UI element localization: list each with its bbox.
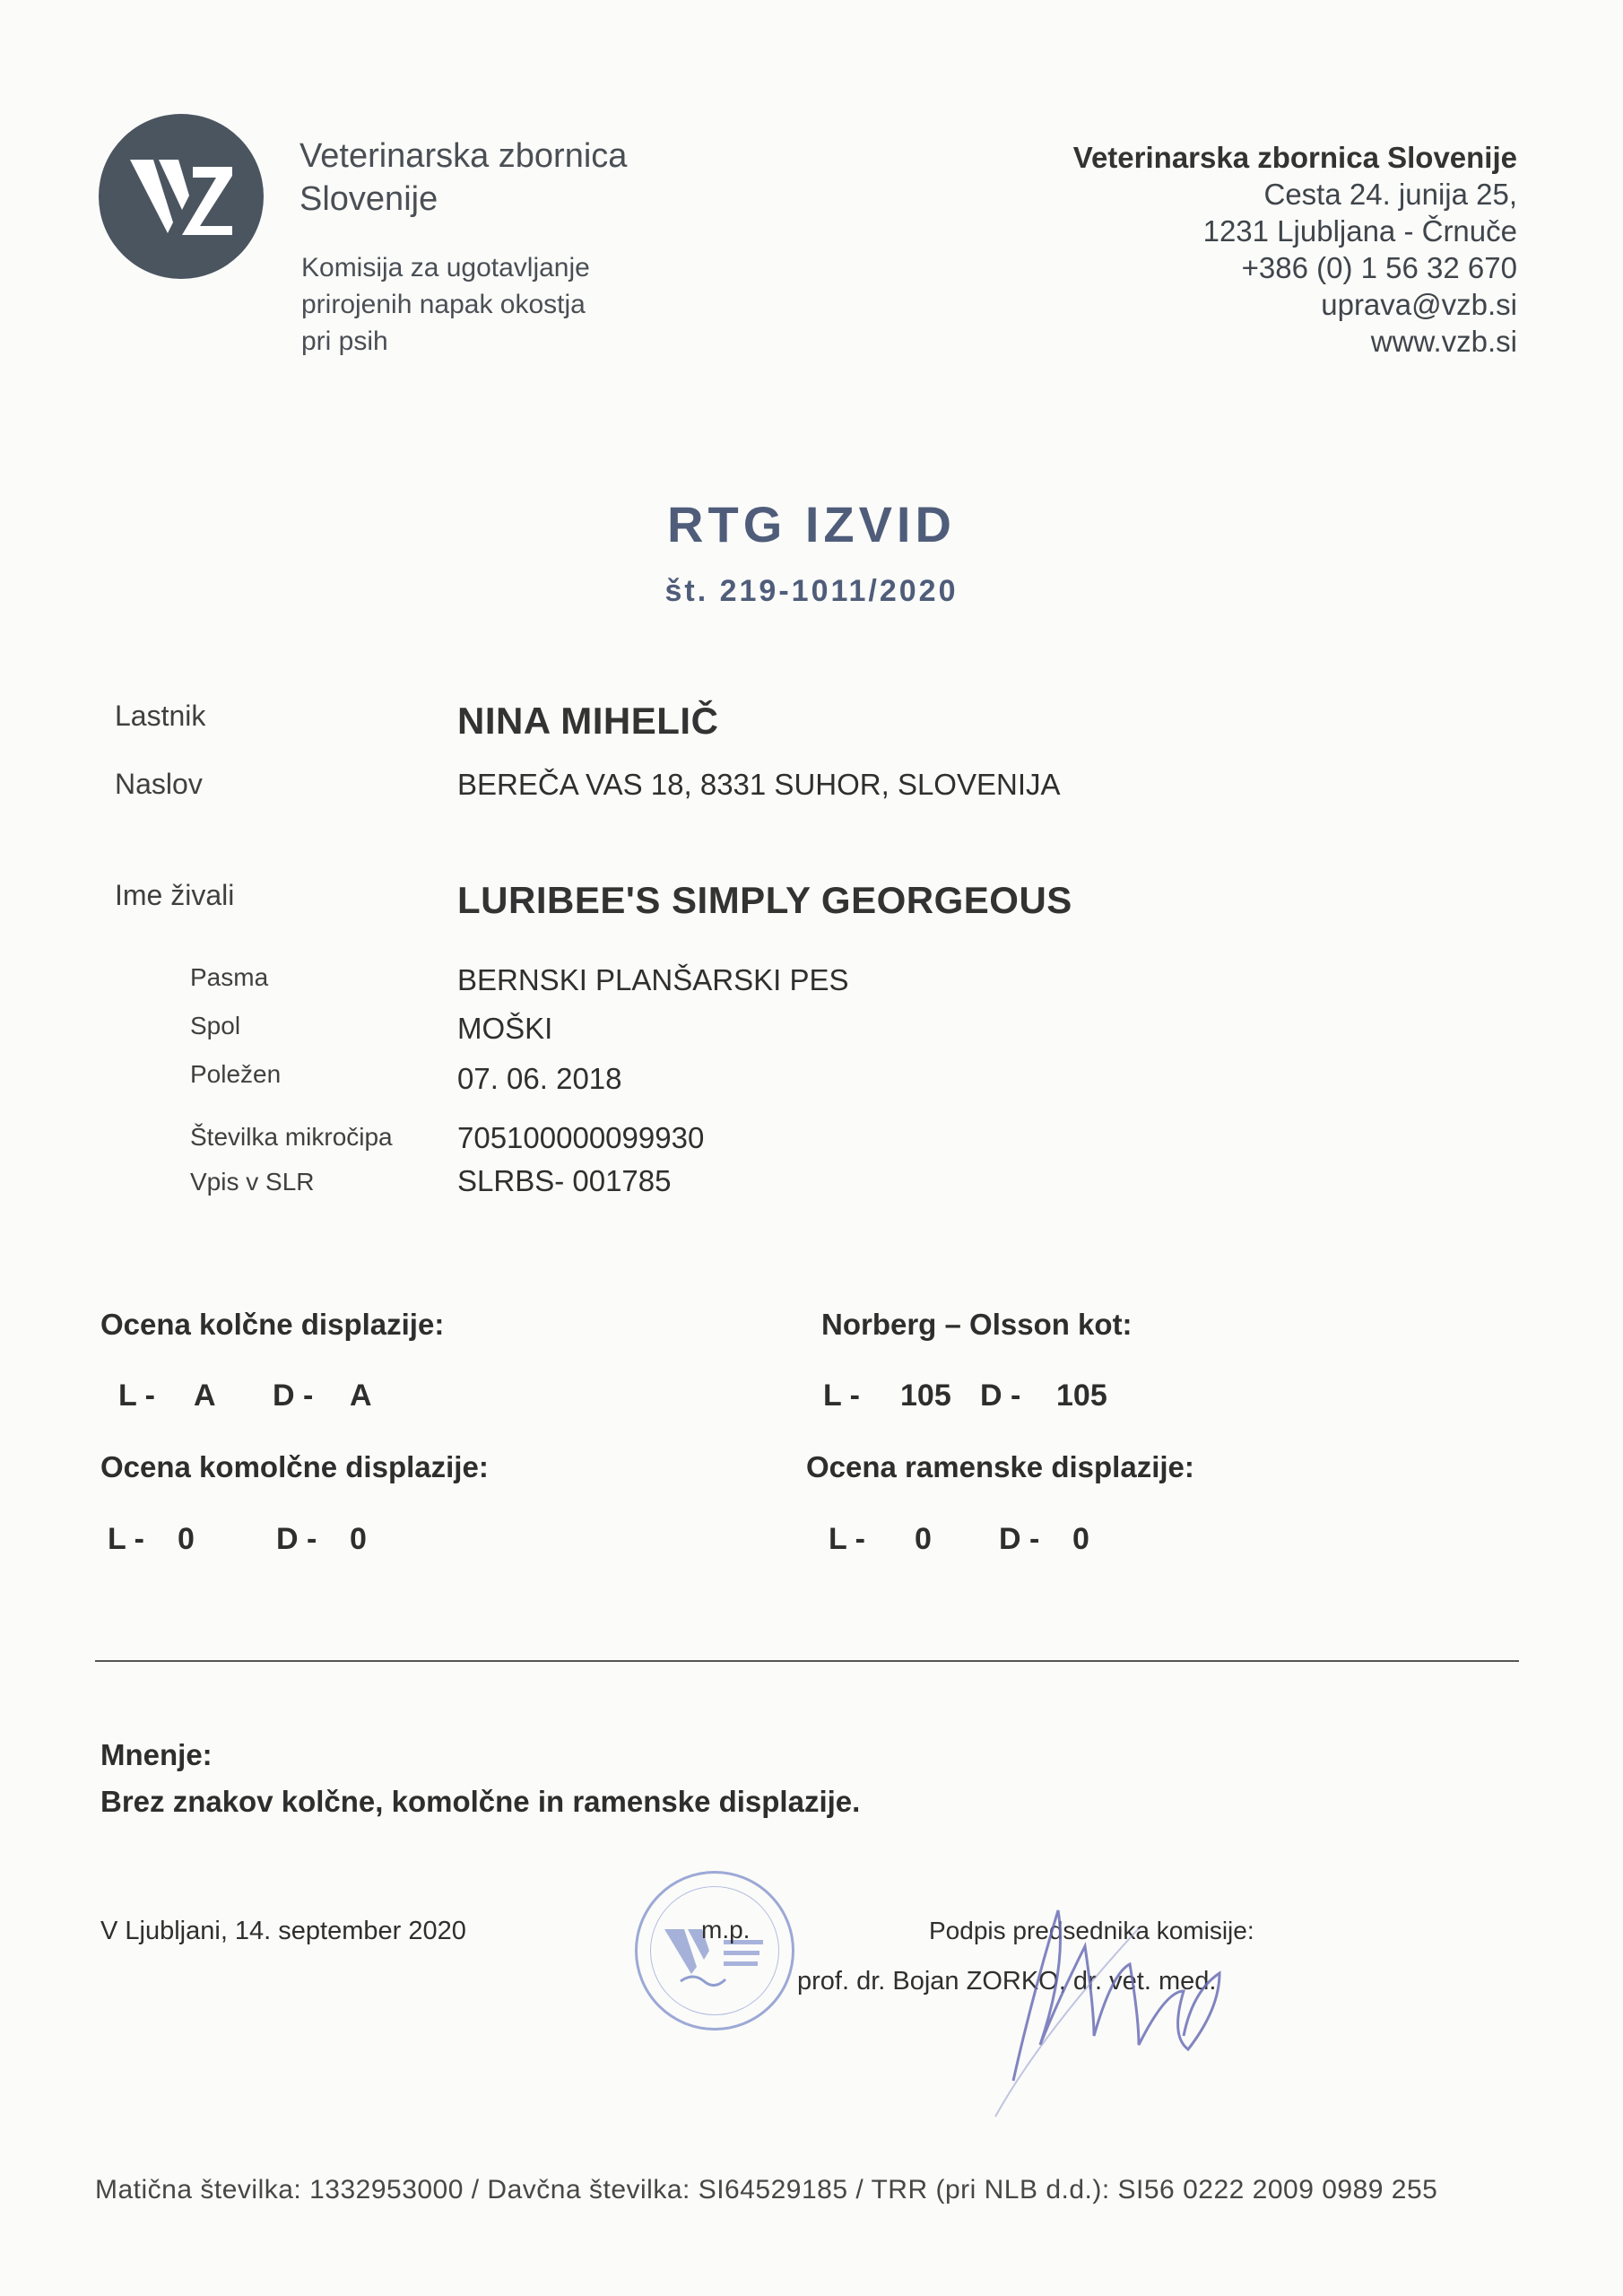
norberg-left-label: L - — [823, 1378, 860, 1413]
address-label: Naslov — [115, 768, 203, 800]
shoulder-right-value: 0 — [1072, 1522, 1089, 1556]
vzs-logo — [99, 114, 264, 279]
hip-left-value: A — [194, 1378, 216, 1413]
hip-left-label: L - — [118, 1378, 155, 1413]
animal-name-label: Ime živali — [115, 879, 235, 911]
owner-label: Lastnik — [115, 700, 206, 732]
elbow-dysplasia-title: Ocena komolčne displazije: — [100, 1450, 489, 1483]
owner-value: NINA MIHELIČ — [457, 700, 719, 742]
footer-registry: Matična številka: 1332953000 / Davčna številka: SI64529185 / TRR (pri NLB d.d.): SI56 0222 2009 0989 255 — [95, 2175, 1438, 2205]
contact-name: Veterinarska zbornica Slovenije — [1072, 141, 1517, 174]
contact-web: www.vzb.si — [1370, 325, 1517, 358]
shoulder-right-label: D - — [999, 1522, 1040, 1556]
signer-name: prof. dr. Bojan ZORKO, dr. vet. med. — [797, 1967, 1217, 1996]
born-value: 07. 06. 2018 — [457, 1062, 622, 1095]
elbow-left-label: L - — [108, 1522, 144, 1556]
hip-right-value: A — [350, 1378, 372, 1413]
commission-line2: prirojenih napak okostja — [301, 290, 586, 319]
chip-label: Številka mikročipa — [190, 1123, 393, 1151]
org-name-line2: Slovenije — [299, 180, 438, 218]
commission-name — [301, 249, 714, 360]
signature-label: Podpis predsednika komisije: — [929, 1917, 1254, 1944]
hip-dysplasia-title: Ocena kolčne displazije: — [100, 1308, 445, 1341]
norberg-angle-title: Norberg – Olsson kot: — [821, 1308, 1133, 1341]
commission-line1: Komisija za ugotavljanje — [301, 253, 590, 283]
breed-value: BERNSKI PLANŠARSKI PES — [457, 963, 849, 996]
contact-email: uprava@vzb.si — [1321, 288, 1517, 321]
org-name-line1: Veterinarska zbornica — [299, 137, 628, 175]
shoulder-left-value: 0 — [915, 1522, 932, 1556]
elbow-right-label: D - — [276, 1522, 317, 1556]
mp-label: m.p. — [701, 1916, 751, 1944]
registry-label: Vpis v SLR — [190, 1168, 315, 1196]
elbow-right-value: 0 — [350, 1522, 367, 1556]
contact-street: Cesta 24. junija 25, — [1263, 178, 1517, 211]
hip-right-label: D - — [273, 1378, 314, 1413]
norberg-right-label: D - — [980, 1378, 1021, 1413]
section-divider — [95, 1660, 1519, 1662]
chip-value: 705100000099930 — [457, 1121, 705, 1154]
norberg-left-value: 105 — [900, 1378, 951, 1413]
document-title: RTG IZVID — [667, 496, 956, 552]
opinion-text: Brez znakov kolčne, komolčne in ramenske displazije. — [100, 1785, 861, 1818]
sex-value: MOŠKI — [457, 1012, 553, 1045]
vz-monogram-icon — [123, 147, 239, 246]
opinion-title: Mnenje: — [100, 1738, 213, 1771]
address-value: BEREČA VAS 18, 8331 SUHOR, SLOVENIJA — [457, 768, 1061, 801]
commission-line3: pri psih — [301, 326, 388, 356]
breed-label: Pasma — [190, 963, 269, 991]
contact-phone: +386 (0) 1 56 32 670 — [1241, 251, 1517, 284]
registry-value: SLRBS- 001785 — [457, 1164, 672, 1197]
stamp-logo-icon — [638, 1874, 792, 2028]
elbow-left-value: 0 — [178, 1522, 195, 1556]
organization-name — [299, 135, 766, 221]
shoulder-dysplasia-title: Ocena ramenske displazije: — [806, 1450, 1194, 1483]
official-stamp — [635, 1871, 794, 2031]
document-number: št. 219-1011/2020 — [664, 574, 959, 608]
born-label: Poležen — [190, 1060, 282, 1088]
norberg-right-value: 105 — [1056, 1378, 1107, 1413]
handwritten-signature-icon — [959, 1857, 1264, 2126]
contact-city: 1231 Ljubljana - Črnuče — [1202, 214, 1517, 248]
sex-label: Spol — [190, 1012, 241, 1039]
shoulder-left-label: L - — [829, 1522, 865, 1556]
animal-name-value: LURIBEE'S SIMPLY GEORGEOUS — [457, 879, 1072, 921]
place-date: V Ljubljani, 14. september 2020 — [100, 1917, 466, 1945]
contact-block — [890, 139, 1517, 360]
